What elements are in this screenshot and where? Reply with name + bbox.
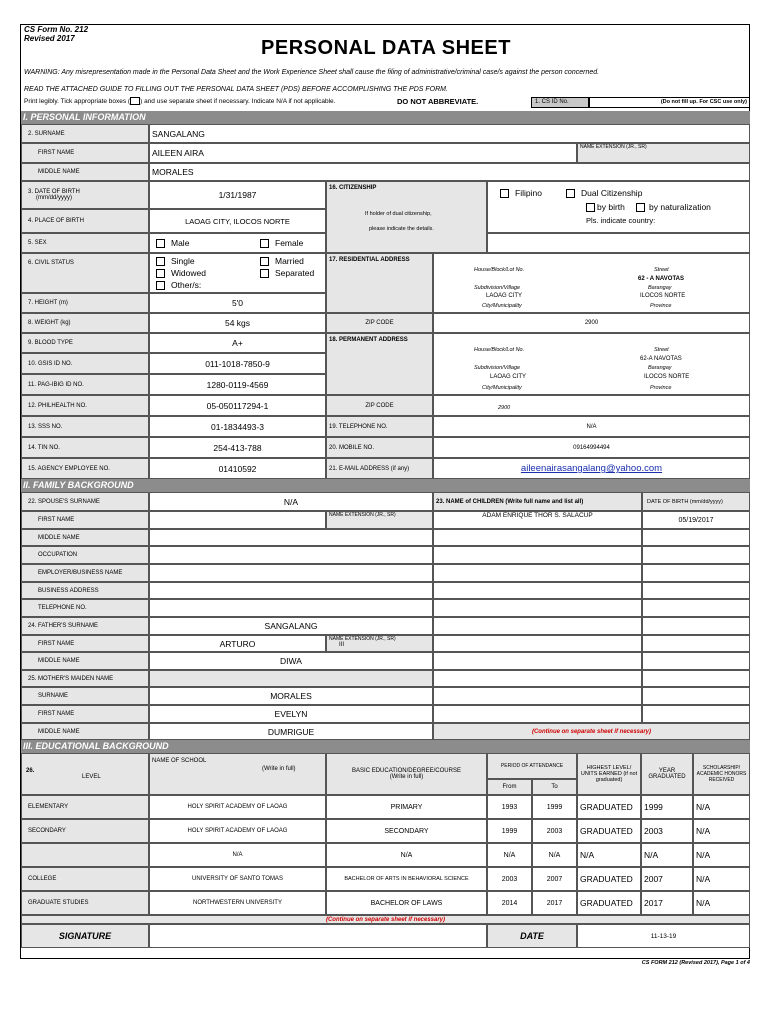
mother-surname-field[interactable]: MORALES xyxy=(149,687,433,705)
street-caption: Street xyxy=(654,267,669,273)
child-dob-label: DATE OF BIRTH (mm/dd/yyyy) xyxy=(642,492,750,511)
res-zip-label: ZIP CODE xyxy=(326,313,433,333)
city-caption: City/Municipality xyxy=(482,303,522,309)
mobile-field[interactable]: 09164994494 xyxy=(433,437,750,458)
middle-name-field[interactable]: MORALES xyxy=(149,163,750,181)
edu-level-cell: SECONDARY xyxy=(21,819,149,843)
filipino-checkbox[interactable] xyxy=(500,189,509,198)
telephone-field[interactable]: N/A xyxy=(433,416,750,437)
edu-school-cell[interactable]: HOLY SPIRIT ACADEMY OF LAOAG xyxy=(149,819,326,843)
spouse-first-field[interactable] xyxy=(149,511,326,529)
spouse-telephone-field[interactable] xyxy=(149,599,433,617)
child-6-dob[interactable] xyxy=(642,599,750,617)
sample-checkbox xyxy=(130,97,140,105)
edu-to-cell[interactable]: 2007 xyxy=(532,867,577,891)
pob-label: 4. PLACE OF BIRTH xyxy=(21,209,149,233)
perm-barangay-caption: Barangay xyxy=(648,365,672,371)
edu-level-cell: COLLEGE xyxy=(21,867,149,891)
honors-header: SCHOLARSHIP/ ACADEMIC HONORS RECEIVED xyxy=(693,753,750,795)
perm-house-caption: House/Block/Lot No. xyxy=(474,347,525,353)
subdivision-caption: Subdivision/Village xyxy=(474,285,521,291)
permanent-address-field[interactable] xyxy=(433,333,750,395)
edu-year-cell[interactable]: 2017 xyxy=(641,891,693,915)
child-9-dob[interactable] xyxy=(642,652,750,670)
civil-status-options xyxy=(149,253,326,293)
edu-to-cell[interactable]: 2017 xyxy=(532,891,577,915)
father-ext-field[interactable]: NAME EXTENSION (JR., SR) III xyxy=(326,635,433,652)
mother-surname-label: SURNAME xyxy=(21,687,149,705)
child-10-name[interactable] xyxy=(433,670,642,687)
dob-field[interactable]: 1/31/1987 xyxy=(149,181,326,209)
spouse-surname-field[interactable]: N/A xyxy=(149,492,433,511)
by-naturalization-checkbox[interactable] xyxy=(636,203,645,212)
sex-label: 5. SEX xyxy=(21,233,149,253)
section-family-background: II. FAMILY BACKGROUND xyxy=(21,479,750,492)
edu-year-cell[interactable]: 2003 xyxy=(641,819,693,843)
name-extension-field[interactable]: NAME EXTENSION (JR., SR) xyxy=(577,143,750,163)
children-label: 23. NAME of CHILDREN (Write full name and list all) xyxy=(433,492,642,511)
edu-school-cell[interactable]: UNIVERSITY OF SANTO TOMAS xyxy=(149,867,326,891)
mother-first-label: FIRST NAME xyxy=(21,705,149,723)
signature-label: SIGNATURE xyxy=(21,924,149,948)
signature-field[interactable] xyxy=(149,924,487,948)
email-link[interactable]: aileenairasangalang@yahoo.com xyxy=(520,463,663,474)
by-birth-option[interactable]: by birth xyxy=(586,202,625,212)
permanent-address-label: 18. PERMANENT ADDRESS xyxy=(326,333,433,395)
edu-course-cell[interactable]: PRIMARY xyxy=(326,795,487,819)
father-middle-field[interactable]: DIWA xyxy=(149,652,433,670)
to-header: To xyxy=(532,779,577,795)
dual-checkbox[interactable] xyxy=(566,189,575,198)
period-header: PERIOD OF ATTENDANCE xyxy=(487,753,577,779)
by-naturalization-option[interactable]: by naturalization xyxy=(636,202,711,212)
child-10-dob[interactable] xyxy=(642,670,750,687)
philhealth-label: 12. PHILHEALTH NO. xyxy=(21,395,149,416)
cs-id-note: (Do not fill up. For CSC use only) xyxy=(589,97,750,108)
height-label: 7. HEIGHT (m) xyxy=(21,293,149,313)
child-1-name[interactable]: ADAM ENRIQUE THOR S. SALACUP xyxy=(433,511,642,529)
edu-from-cell[interactable]: 2003 xyxy=(487,867,532,891)
level-header: 26. LEVEL xyxy=(21,753,149,795)
page-title: PERSONAL DATA SHEET xyxy=(261,37,511,59)
edu-highest-cell[interactable]: GRADUATED xyxy=(577,819,641,843)
edu-school-cell[interactable]: HOLY SPIRIT ACADEMY OF LAOAG xyxy=(149,795,326,819)
edu-course-cell[interactable]: N/A xyxy=(326,843,487,867)
married-checkbox[interactable] xyxy=(260,257,269,266)
business-address-field[interactable] xyxy=(149,582,433,599)
gsis-label: 10. GSIS ID NO. xyxy=(21,353,149,374)
edu-honors-cell[interactable]: N/A xyxy=(693,795,750,819)
child-9-name[interactable] xyxy=(433,652,642,670)
child-12-name[interactable] xyxy=(433,705,642,723)
child-6-name[interactable] xyxy=(433,599,642,617)
child-8-dob[interactable] xyxy=(642,635,750,652)
child-3-dob[interactable] xyxy=(642,546,750,564)
child-5-dob[interactable] xyxy=(642,582,750,599)
family-continue-note: (Continue on separate sheet if necessary) xyxy=(433,723,750,740)
weight-field[interactable]: 54 kgs xyxy=(149,313,326,333)
father-first-field[interactable]: ARTURO xyxy=(149,635,326,652)
edu-honors-cell[interactable]: N/A xyxy=(693,819,750,843)
residential-address-label: 17. RESIDENTIAL ADDRESS xyxy=(326,253,433,313)
others-checkbox[interactable] xyxy=(156,281,165,290)
edu-to-cell[interactable]: N/A xyxy=(532,843,577,867)
female-option[interactable]: Female xyxy=(260,238,303,248)
citizenship-options xyxy=(487,181,750,233)
email-field[interactable] xyxy=(433,458,750,479)
edu-from-cell[interactable]: 1993 xyxy=(487,795,532,819)
res-street-value: 62 - A NAVOTAS xyxy=(638,276,685,282)
father-middle-label: MIDDLE NAME xyxy=(21,652,149,670)
perm-street-caption: Street xyxy=(654,347,669,353)
others-option[interactable]: Other/s: xyxy=(156,280,201,290)
single-option[interactable]: Single xyxy=(156,256,195,266)
edu-school-cell[interactable]: N/A xyxy=(149,843,326,867)
citizenship-label: 16. CITIZENSHIP If holder of dual citizenship, please indicate the details. xyxy=(326,181,487,253)
child-1-dob[interactable]: 05/19/2017 xyxy=(642,511,750,529)
perm-city-caption: City/Municipality xyxy=(482,385,522,391)
spouse-telephone-label: TELEPHONE NO. xyxy=(21,599,149,617)
footer-note: CS FORM 212 (Revised 2017), Page 1 of 4 xyxy=(641,960,750,966)
child-4-name[interactable] xyxy=(433,564,642,582)
pob-field[interactable]: LAOAG CITY, ILOCOS NORTE xyxy=(149,209,326,233)
weight-label: 8. WEIGHT (kg) xyxy=(21,313,149,333)
read-guide-text: READ THE ATTACHED GUIDE TO FILLING OUT THE PERSONAL DATA SHEET (PDS) BEFORE ACCOMPLISHING THE PDS FORM. xyxy=(24,86,448,93)
tin-label: 14. TIN NO. xyxy=(21,437,149,458)
house-no-caption: House/Block/Lot No. xyxy=(474,267,525,273)
date-label: DATE xyxy=(487,924,577,948)
child-11-dob[interactable] xyxy=(642,687,750,705)
edu-course-cell[interactable]: BACHELOR OF LAWS xyxy=(326,891,487,915)
perm-province-value: ILOCOS NORTE xyxy=(644,374,690,380)
child-5-name[interactable] xyxy=(433,582,642,599)
res-city-value: LAOAG CITY xyxy=(486,293,523,299)
dual-citizenship-option[interactable]: Dual Citizenship xyxy=(566,188,642,198)
course-header: BASIC EDUCATION/DEGREE/COURSE (Write in full) xyxy=(326,753,487,795)
separated-checkbox[interactable] xyxy=(260,269,269,278)
email-label: 21. E-MAIL ADDRESS (if any) xyxy=(326,458,433,479)
edu-year-cell[interactable]: N/A xyxy=(641,843,693,867)
gsis-field[interactable]: 011-1018-7850-9 xyxy=(149,353,326,374)
child-4-dob[interactable] xyxy=(642,564,750,582)
child-7-name[interactable] xyxy=(433,617,642,635)
edu-from-cell[interactable]: 1999 xyxy=(487,819,532,843)
section-educational-background: III. EDUCATIONAL BACKGROUND xyxy=(21,740,750,753)
child-2-name[interactable] xyxy=(433,529,642,546)
edu-level-cell xyxy=(21,843,149,867)
edu-highest-cell[interactable]: N/A xyxy=(577,843,641,867)
mother-maiden-header xyxy=(149,670,433,687)
single-checkbox[interactable] xyxy=(156,257,165,266)
res-province-value: ILOCOS NORTE xyxy=(640,293,686,299)
civil-status-label: 6. CIVIL STATUS xyxy=(21,253,149,293)
warning-text: WARNING: Any misrepresentation made in the Personal Data Sheet and the Work Experience Sheet shall cause the filing of administrative/criminal case/s against the person concerned. xyxy=(24,69,600,76)
male-option[interactable]: Male xyxy=(156,238,189,248)
father-first-label: FIRST NAME xyxy=(21,635,149,652)
first-name-field[interactable]: AILEEN AIRA xyxy=(149,143,577,163)
perm-street-value: 62-A NAVOTAS xyxy=(640,356,682,362)
blood-type-label: 9. BLOOD TYPE xyxy=(21,333,149,353)
child-3-name[interactable] xyxy=(433,546,642,564)
child-7-dob[interactable] xyxy=(642,617,750,635)
mother-middle-field[interactable]: DUMRIGUE xyxy=(149,723,433,740)
edu-to-cell[interactable]: 1999 xyxy=(532,795,577,819)
widowed-checkbox[interactable] xyxy=(156,269,165,278)
middle-name-label: MIDDLE NAME xyxy=(21,163,149,181)
male-checkbox[interactable] xyxy=(156,239,165,248)
edu-from-cell[interactable]: N/A xyxy=(487,843,532,867)
edu-highest-cell[interactable]: GRADUATED xyxy=(577,891,641,915)
spouse-middle-label: MIDDLE NAME xyxy=(21,529,149,546)
sss-label: 13. SSS NO. xyxy=(21,416,149,437)
separated-option[interactable]: Separated xyxy=(260,268,314,278)
tin-field[interactable]: 254-413-788 xyxy=(149,437,326,458)
no-abbreviate-note: DO NOT ABBREVIATE. xyxy=(397,97,479,106)
surname-field[interactable]: SANGALANG xyxy=(149,124,750,143)
edu-course-cell[interactable]: SECONDARY xyxy=(326,819,487,843)
edu-year-cell[interactable]: 1999 xyxy=(641,795,693,819)
edu-to-cell[interactable]: 2003 xyxy=(532,819,577,843)
sss-field[interactable]: 01-1834493-3 xyxy=(149,416,326,437)
perm-zip-field[interactable] xyxy=(433,395,750,416)
occupation-label: OCCUPATION xyxy=(21,546,149,564)
female-checkbox[interactable] xyxy=(260,239,269,248)
edu-highest-cell[interactable]: GRADUATED xyxy=(577,795,641,819)
year-graduated-header: YEAR GRADUATED xyxy=(641,753,693,795)
mobile-label: 20. MOBILE NO. xyxy=(326,437,433,458)
edu-highest-cell[interactable]: GRADUATED xyxy=(577,867,641,891)
cs-id-label: 1. CS ID No. xyxy=(531,97,589,108)
by-birth-checkbox[interactable] xyxy=(586,203,595,212)
perm-zip-value: 2900 xyxy=(498,405,511,411)
first-name-label: FIRST NAME xyxy=(21,143,149,163)
child-12-dob[interactable] xyxy=(642,705,750,723)
edu-level-cell: GRADUATE STUDIES xyxy=(21,891,149,915)
blood-type-field[interactable]: A+ xyxy=(149,333,326,353)
perm-subdivision-caption: Subdivision/Village xyxy=(474,365,521,371)
height-field[interactable]: 5'0 xyxy=(149,293,326,313)
barangay-caption: Barangay xyxy=(648,285,672,291)
edu-from-cell[interactable]: 2014 xyxy=(487,891,532,915)
country-field[interactable] xyxy=(487,233,750,253)
sex-options xyxy=(149,233,326,253)
employer-label: EMPLOYER/BUSINESS NAME xyxy=(21,564,149,582)
country-label: Pls. indicate country: xyxy=(586,216,656,225)
married-option[interactable]: Married xyxy=(260,256,304,266)
pagibig-field[interactable]: 1280-0119-4569 xyxy=(149,374,326,395)
perm-city-value: LAOAG CITY xyxy=(490,374,527,380)
province-caption: Province xyxy=(650,303,672,309)
father-surname-label: 24. FATHER'S SURNAME xyxy=(21,617,149,635)
perm-zip-label: ZIP CODE xyxy=(326,395,433,416)
from-header: From xyxy=(487,779,532,795)
business-address-label: BUSINESS ADDRESS xyxy=(21,582,149,599)
section-personal-info: I. PERSONAL INFORMATION xyxy=(21,111,750,124)
philhealth-field[interactable]: 05-050117294-1 xyxy=(149,395,326,416)
edu-course-cell[interactable]: BACHELOR OF ARTS IN BEHAVIORAL SCIENCE xyxy=(326,867,487,891)
edu-honors-cell[interactable]: N/A xyxy=(693,843,750,867)
mother-middle-label: MIDDLE NAME xyxy=(21,723,149,740)
highest-level-header: HIGHEST LEVEL/ UNITS EARNED (if not graduated) xyxy=(577,753,641,795)
edu-level-cell: ELEMENTARY xyxy=(21,795,149,819)
spouse-middle-field[interactable] xyxy=(149,529,433,546)
occupation-field[interactable] xyxy=(149,546,433,564)
widowed-option[interactable]: Widowed xyxy=(156,268,206,278)
spouse-surname-label: 22. SPOUSE'S SURNAME xyxy=(21,492,149,511)
surname-label: 2. SURNAME xyxy=(21,124,149,143)
employer-field[interactable] xyxy=(149,564,433,582)
father-surname-field[interactable]: SANGALANG xyxy=(149,617,433,635)
date-field[interactable]: 11-13-19 xyxy=(577,924,750,948)
telephone-label: 19. TELEPHONE NO. xyxy=(326,416,433,437)
mother-first-field[interactable]: EVELYN xyxy=(149,705,433,723)
school-header: NAME OF SCHOOL (Write in full) xyxy=(149,753,326,795)
agency-employee-field[interactable]: 01410592 xyxy=(149,458,326,479)
residential-address-field[interactable] xyxy=(433,253,750,313)
perm-province-caption: Province xyxy=(650,385,672,391)
dob-label: 3. DATE OF BIRTH (mm/dd/yyyy) xyxy=(21,181,149,209)
agency-employee-label: 15. AGENCY EMPLOYEE NO. xyxy=(21,458,149,479)
spouse-ext-field[interactable]: NAME EXTENSION (JR., SR) xyxy=(326,511,433,529)
edu-honors-cell[interactable]: N/A xyxy=(693,867,750,891)
pds-form xyxy=(20,24,750,959)
mother-maiden-label: 25. MOTHER'S MAIDEN NAME xyxy=(21,670,149,687)
edu-year-cell[interactable]: 2007 xyxy=(641,867,693,891)
child-2-dob[interactable] xyxy=(642,529,750,546)
pagibig-label: 11. PAG-IBIG ID NO. xyxy=(21,374,149,395)
edu-honors-cell[interactable]: N/A xyxy=(693,891,750,915)
form-number: CS Form No. 212 Revised 2017 xyxy=(24,25,89,43)
child-11-name[interactable] xyxy=(433,687,642,705)
child-8-name[interactable] xyxy=(433,635,642,652)
instructions-text: Print legibly. Tick appropriate boxes ( ) and use separate sheet if necessary. Indicate N/A if not applicable. xyxy=(24,98,336,105)
education-continue-note: (Continue on separate sheet if necessary) xyxy=(21,915,750,924)
res-zip-field[interactable]: 2900 xyxy=(433,313,750,333)
spouse-first-label: FIRST NAME xyxy=(21,511,149,529)
filipino-option[interactable]: Filipino xyxy=(500,188,542,198)
edu-school-cell[interactable]: NORTHWESTERN UNIVERSITY xyxy=(149,891,326,915)
